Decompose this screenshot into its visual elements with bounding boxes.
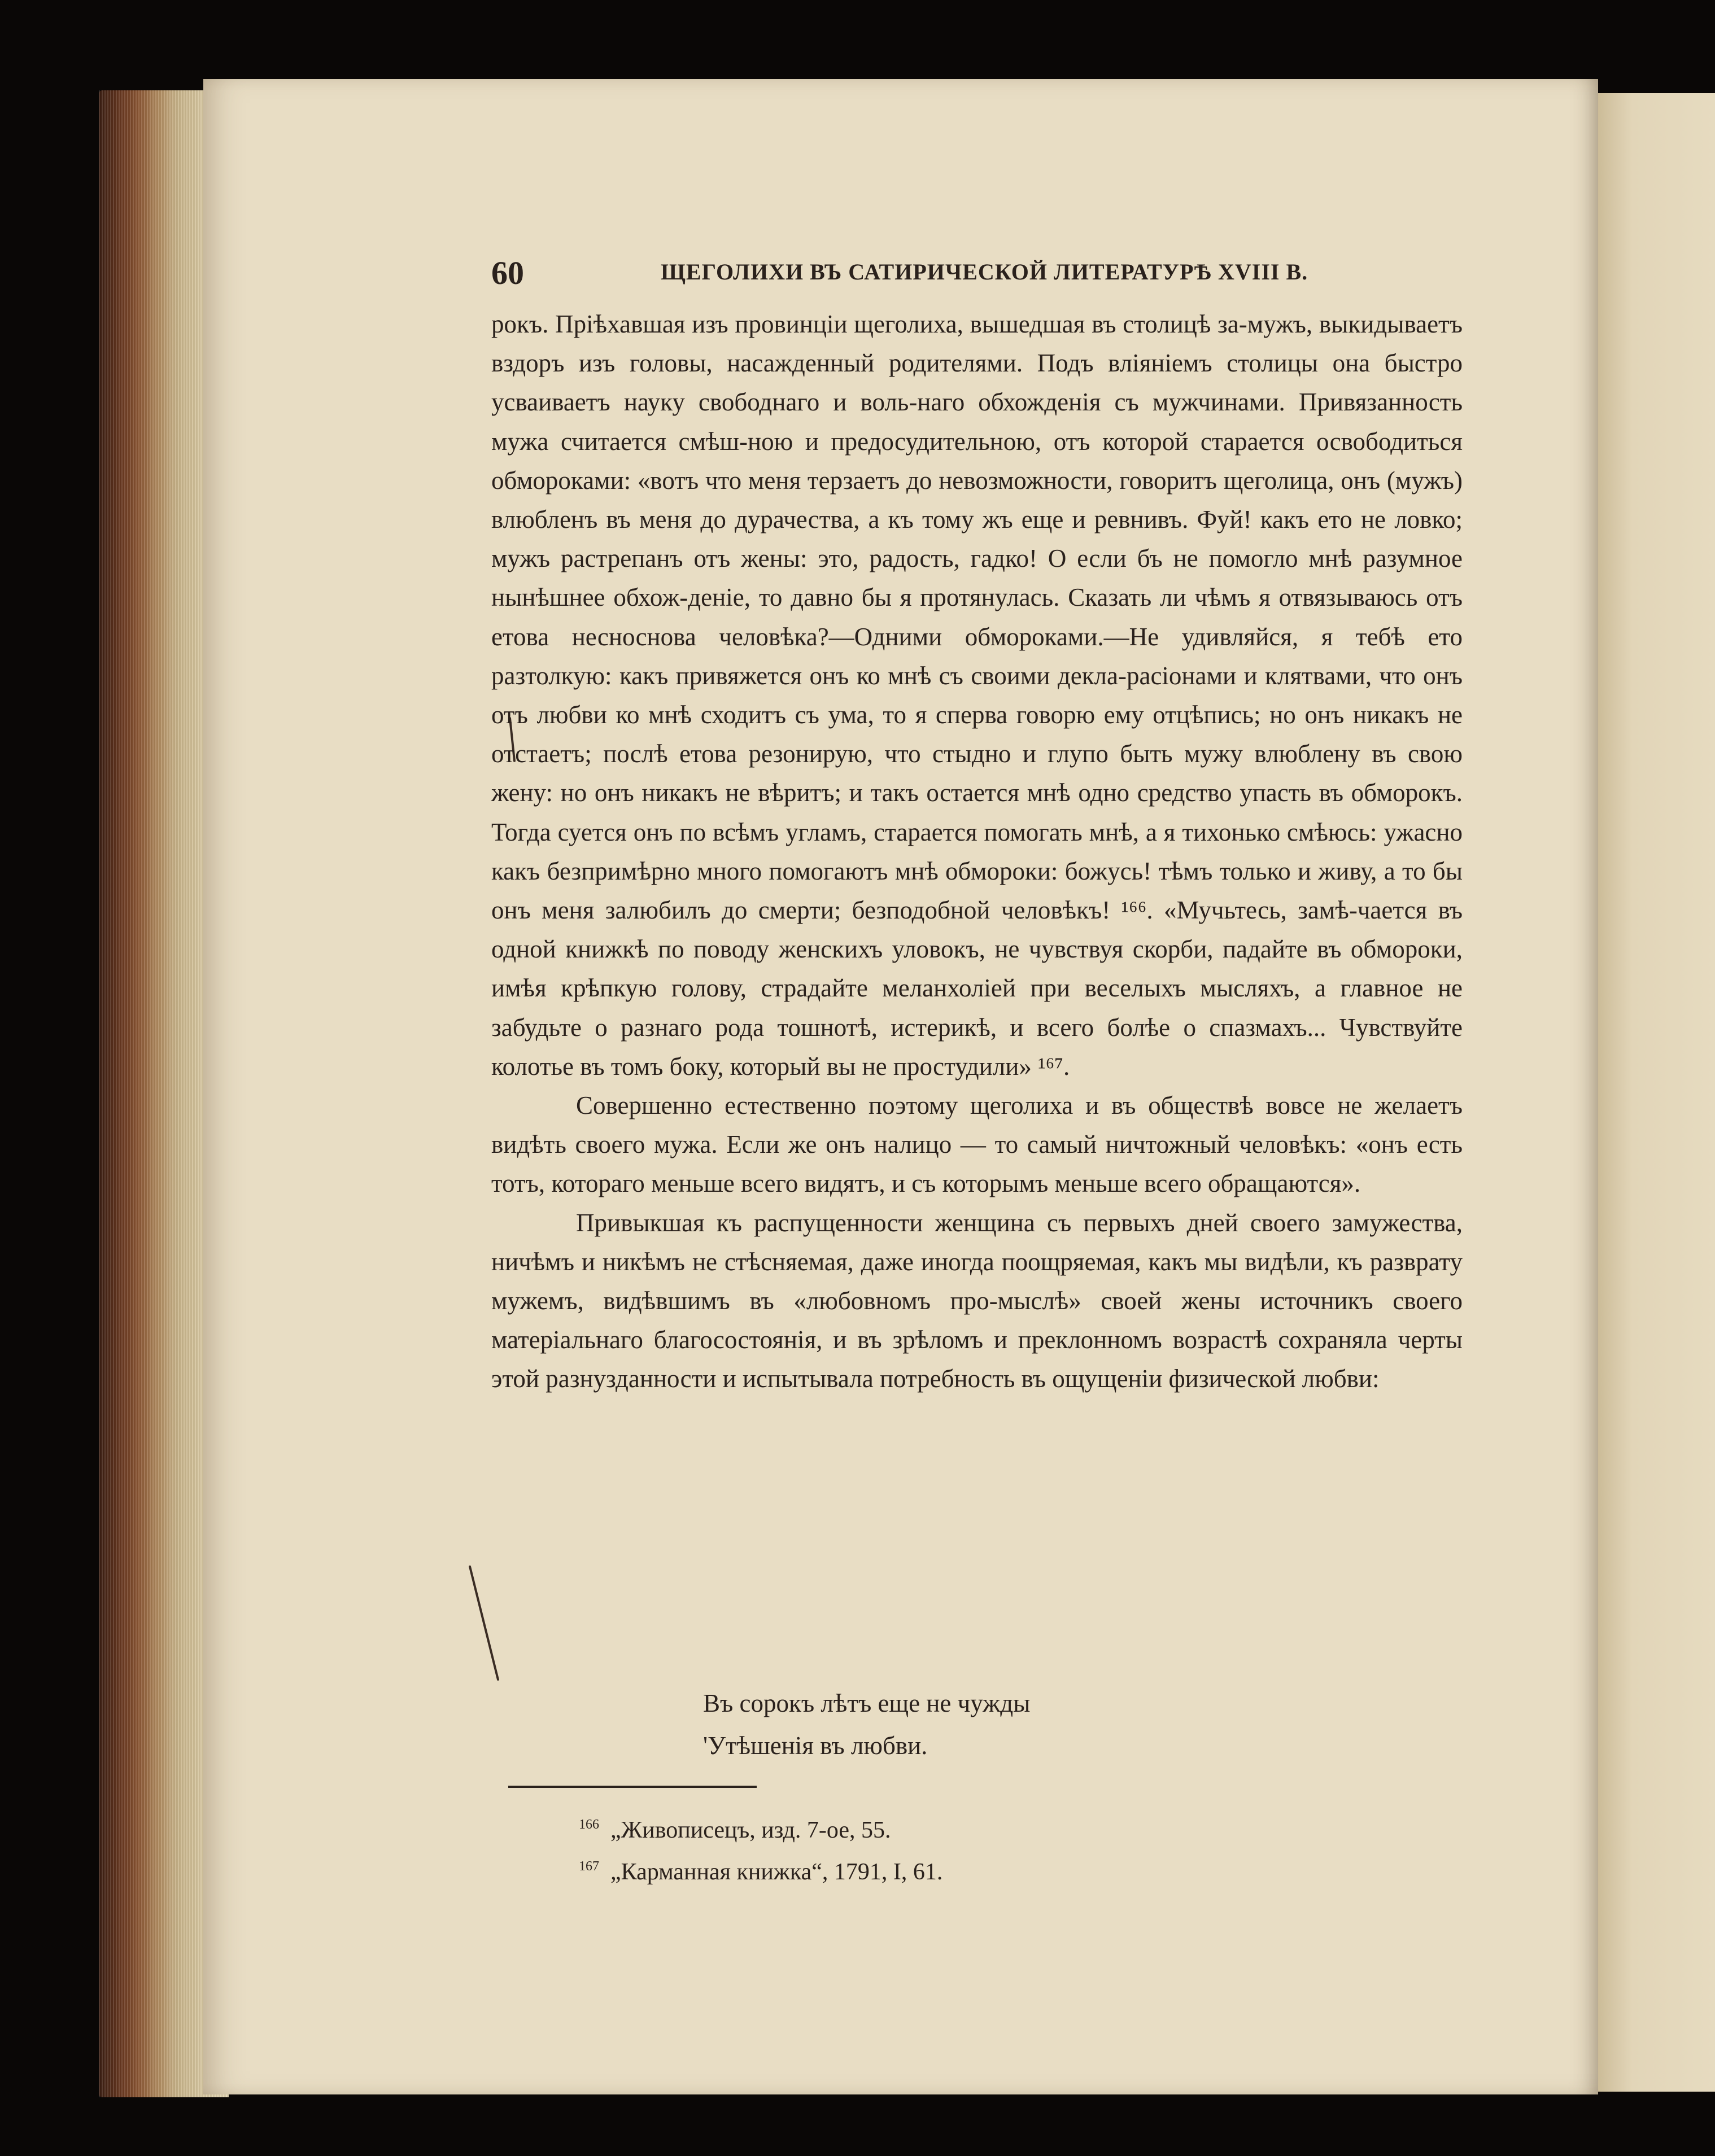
page-number: 60	[491, 255, 524, 291]
verse-line: Въ сорокъ лѣтъ еще не чужды	[703, 1689, 1031, 1717]
facing-page-edge	[1597, 93, 1715, 2092]
verse-quote	[703, 1682, 1268, 1767]
body-text	[491, 305, 1463, 1399]
page-header	[491, 254, 1491, 299]
running-title: ЩЕГОЛИХИ ВЪ САТИРИЧЕСКОЙ ЛИТЕРАТУРѢ XVIII В.	[661, 259, 1308, 285]
paragraph: Привыкшая къ распущенности женщина съ первыхъ дней своего замужества, ничѣмъ и никѣмъ не стѣсняемая, даже иногда поощряемая, какъ мы видѣли, къ разврату мужемъ, видѣвшимъ въ «любовномъ про-мыслѣ» своей жены источникъ своего матеріальнаго благосостоянія, и въ зрѣломъ и преклонномъ возрастѣ сохраняла черты этой разнузданности и испытывала потребность въ ощущеніи физической любви:	[491, 1208, 1463, 1393]
footnote-text: „Карманная книжка“, 1791, I, 61.	[610, 1859, 943, 1885]
verse-line: 'Утѣшенія въ любви.	[703, 1731, 928, 1760]
footnote	[579, 1807, 1256, 1848]
footnotes	[579, 1807, 1256, 1890]
footnote-number: 167	[579, 1859, 599, 1874]
footnote-text: „Живописецъ, изд. 7-ое, 55.	[610, 1817, 891, 1843]
footnote	[579, 1848, 1256, 1890]
footnote-rule	[508, 1786, 757, 1788]
paragraph: Совершенно естественно поэтому щеголиха и въ обществѣ вовсе не желаетъ видѣть своего мужа. Если же онъ налицо — то самый ничтожный человѣкъ: «онъ есть тотъ, котораго меньше всего видятъ, и съ которымъ меньше всего обращаются».	[491, 1091, 1463, 1198]
footnote-number: 166	[579, 1817, 599, 1832]
paragraph: рокъ. Пріѣхавшая изъ провинціи щеголиха, вышедшая въ столицѣ за-мужъ, выкидываетъ вздоръ изъ головы, насажденный родителями. Подъ вліяніемъ столицы она быстро усваиваетъ науку свободнаго и воль-наго обхожденія съ мужчинами. Привязанность мужа считается смѣш-ною и предосудительною, отъ которой старается освободиться обмороками: «вотъ что меня терзаетъ до невозможности, говоритъ щеголица, онъ (мужъ) влюбленъ въ меня до дурачества, а къ тому жъ еще и ревнивъ. Фуй! какъ ето не ловко; мужъ растрепанъ отъ жены: это, радость, гадко! О если бъ не помогло мнѣ разумное нынѣшнее обхож-деніе, то давно бы я протянулась. Сказать ли чѣмъ я отвязываюсь отъ етова несноснова человѣка?—Одними обмороками.—Не удивляйся, я тебѣ ето разтолкую: какъ привяжется онъ ко мнѣ съ своими декла-расіонами и клятвами, что онъ отъ любви ко мнѣ сходитъ съ ума, то я сперва говорю ему отцѣпись; но онъ никакъ не отстаетъ; послѣ етова резонирую, что стыдно и глупо быть мужу влюблену въ свою жену: но онъ никакъ не вѣритъ; и такъ остается мнѣ одно средство упасть въ обморокъ. Тогда суется онъ по всѣмъ угламъ, старается помогать мнѣ, а я тихонько смѣюсь: ужасно какъ безпримѣрно много помогаютъ мнѣ обмороки: божусь! тѣмъ только и живу, а то бы онъ меня залюбилъ до смерти; безподобной человѣкъ! ¹⁶⁶. «Мучьтесь, замѣ-чается въ одной книжкѣ по поводу женскихъ уловокъ, не чувствуя скорби, падайте въ обмороки, имѣя крѣпкую голову, страдайте меланхоліей при веселыхъ мысляхъ, а главное не забудьте о разнаго рода тошнотѣ, истерикѣ, и всего болѣе о спазмахъ... Чувствуйте колотье въ томъ боку, который вы не простудили» ¹⁶⁷.	[491, 310, 1463, 1081]
